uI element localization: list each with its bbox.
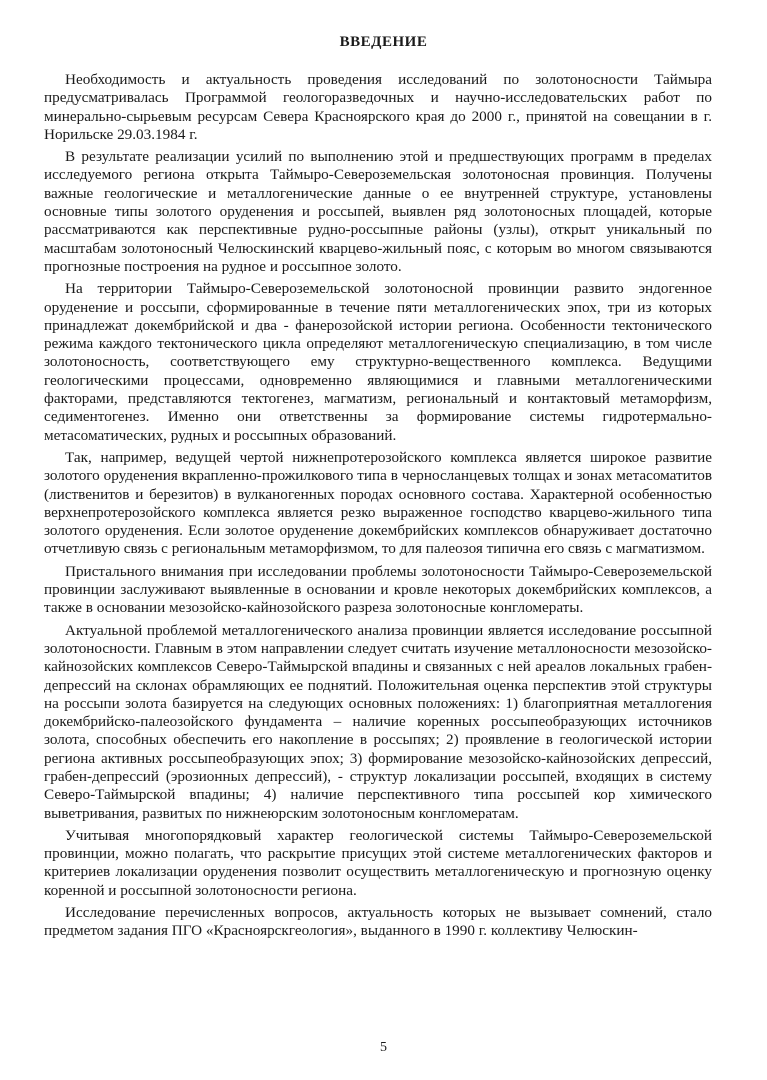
paragraph: На территории Таймыро-Североземельской золотоносной провинции развито эндогенное оруденение и россыпи, сформированные в течение пяти металлогенических эпох, три из которых принадлежат докембрийской и два - фанерозойской истории региона. Особенности тектонического режима каждого тектонического цикла определяют металлогеническую специализацию, в том числе золотоносность, соответствующего ему структурно-вещественного комплекса. Ведущими геологическими процессами, одновременно являющимися и главными металлогеническими факторами, представляются тектогенез, магматизм, региональный и контактовый метаморфизм, седиментогенез. Именно они ответственны за формирование системы гидротермально-метасоматических, рудных и россыпных образований.	[44, 280, 712, 444]
paragraph: Исследование перечисленных вопросов, актуальность которых не вызывает сомнений, стало предметом задания ПГО «Красноярскгеология», выданного в 1990 г. коллективу Челюскин-	[44, 904, 712, 940]
paragraph: В результате реализации усилий по выполнению этой и предшествующих программ в пределах исследуемого региона открыта Таймыро-Североземельская золотоносная провинция. Получены важные геологические и металлогенические данные о ее внутренней структуре, установлены основные типы золотого оруденения и россыпей, выявлен ряд золотоносных площадей, которые рассматриваются как перспективные рудно-россыпные районы (узлы), открыт уникальный по масштабам золотоносный Челюскинский кварцево-жильный пояс, с которым во многом связываются прогнозные построения на рудное и россыпное золото.	[44, 148, 712, 275]
paragraph: Пристального внимания при исследовании проблемы золотоносности Таймыро-Североземельской провинции заслуживают выявленные в основании и кровле некоторых докембрийских комплексов, а также в основании мезозойско-кайнозойского разреза золотоносные конгломераты.	[44, 562, 712, 617]
page-number: 5	[380, 1040, 387, 1055]
paragraph: Так, например, ведущей чертой нижнепротерозойского комплекса является широкое развитие золотого оруденения вкрапленно-прожилкового типа в черносланцевых толщах и зонах метасоматитов (лиственитов и березитов) в вулканогенных породах основного состава. Характерной особенностью верхнепротерозойского комплекса является резко выраженное господство кварцево-жильного типа золотого оруденения. Если золотое оруденение докембрийских комплексов обнаруживает достаточно отчетливую связь с региональным метаморфизмом, то для палеозоя типична его связь с магматизмом.	[44, 448, 712, 558]
page-title: ВВЕДЕНИЕ	[339, 34, 428, 50]
body-text	[44, 71, 712, 941]
paragraph: Учитывая многопорядковый характер геологической системы Таймыро-Североземельской провинции, можно полагать, что раскрытие присущих этой системе металлогенических факторов и критериев локализации оруденения позволит осуществить металлогеническую и прогнозную оценку коренной и россыпной золотоносности региона.	[44, 826, 712, 899]
paragraph: Необходимость и актуальность проведения исследований по золотоносности Таймыра предусматривалась Программой геологоразведочных и научно-исследовательских работ по минерально-сырьевым ресурсам Севера Красноярского края до 2000 г., принятой на совещании в г. Норильске 29.03.1984 г.	[44, 71, 712, 143]
paragraph: Актуальной проблемой металлогенического анализа провинции является исследование россыпной золотоносности. Главным в этом направлении следует считать изучение металлоносности мезозойско-кайнозойских комплексов Северо-Таймырской впадины и связанных с ней ареалов локальных грабен-депрессий на склонах обрамляющих ее поднятий. Положительная оценка перспектив этой структуры на россыпи золота базируется на следующих основных положениях: 1) благоприятная металлогения докембрийско-палеозойского фундамента – наличие коренных россыпеобразующих источников золота, способных обеспечить его накопление в россыпях; 2) проявление в геологической истории региона активных россыпеобразующих эпох; 3) формирование мезозойско-кайнозойских депрессий, грабен-депрессий (эрозионных депрессий), - структур локализации россыпей, входящих в систему Северо-Таймырской впадины; 4) наличие перспективного типа россыпей кор химического выветривания, развитых по нижнеюрским золотоносным конгломератам.	[44, 621, 712, 822]
